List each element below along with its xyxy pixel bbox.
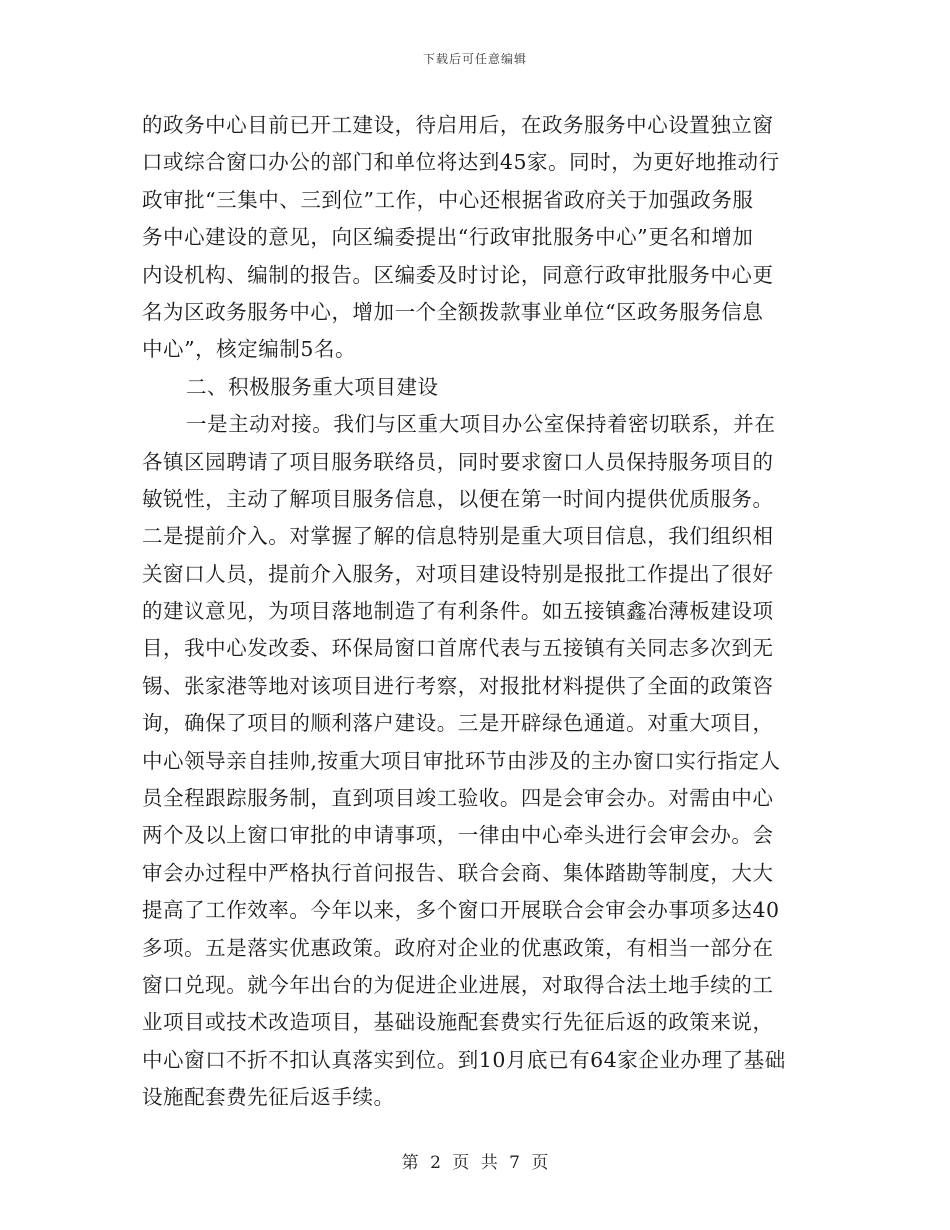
page-number-footer: 第 2 页 共 7 页 xyxy=(401,1153,549,1173)
body-line: 关窗口人员，提前介入服务，对项目建设特别是报批工作提出了很好 xyxy=(142,561,774,586)
body-line: 员全程跟踪服务制，直到项目竣工验收。四是会审会办。对需由中心 xyxy=(142,786,774,811)
body-line: 窗口兑现。就今年出台的为促进企业进展，对取得合法土地手续的工 xyxy=(142,972,774,997)
body-line: 中心窗口不折不扣认真落实到位。到10月底已有64家企业办理了基础 xyxy=(142,1047,786,1072)
page-header: 下载后可任意编辑 xyxy=(422,52,527,66)
body-line: 审会办过程中严格执行首问报告、联合会商、集体踏勘等制度，大大 xyxy=(142,860,774,885)
body-line: 询，确保了项目的顺利落户建设。三是开辟绿色通道。对重大项目， xyxy=(142,711,774,736)
body-line: 政审批“三集中、三到位”工作，中心还根据省政府关于加强政务服 xyxy=(142,187,754,212)
body-line: 目，我中心发改委、环保局窗口首席代表与五接镇有关同志多次到无 xyxy=(142,636,774,661)
body-line: 业项目或技术改造项目，基础设施配套费实行先征后返的政策来说， xyxy=(142,1010,774,1035)
section-heading: 二、积极服务重大项目建设 xyxy=(186,374,439,399)
body-line: 内设机构、编制的报告。区编委及时讨论，同意行政审批服务中心更 xyxy=(142,262,774,287)
body-line: 多项。五是落实优惠政策。政府对企业的优惠政策，有相当一部分在 xyxy=(142,935,774,960)
body-line: 各镇区园聘请了项目服务联络员，同时要求窗口人员保持服务项目的 xyxy=(142,449,774,474)
body-line: 务中心建设的意见，向区编委提出“行政审批服务中心”更名和增加 xyxy=(142,225,754,250)
body-line: 口或综合窗口办公的部门和单位将达到45家。同时，为更好地推动行 xyxy=(142,150,780,175)
body-line: 敏锐性，主动了解项目服务信息，以便在第一时间内提供优质服务。 xyxy=(142,486,774,511)
document-body xyxy=(142,107,810,1117)
body-line: 中心”，核定编制5名。 xyxy=(142,337,357,362)
body-line: 中心领导亲自挂帅,按重大项目审批环节由涉及的主办窗口实行指定人 xyxy=(142,748,781,773)
body-line: 的政务中心目前已开工建设，待启用后，在政务服务中心设置独立窗 xyxy=(142,113,774,137)
body-line: 两个及以上窗口审批的申请事项，一律由中心牵头进行会审会办。会 xyxy=(142,823,774,848)
body-line: 提高了工作效率。今年以来，多个窗口开展联合会审会办事项多达40 xyxy=(142,898,780,923)
body-line: 二是提前介入。对掌握了解的信息特别是重大项目信息，我们组织相 xyxy=(142,524,774,549)
body-line: 名为区政务服务中心，增加一个全额拨款事业单位“区政务服务信息 xyxy=(142,299,764,324)
body-line: 锡、张家港等地对该项目进行考察，对报批材料提供了全面的政策咨 xyxy=(142,673,774,698)
body-line: 的建议意见，为项目落地制造了有利条件。如五接镇鑫冶薄板建设项 xyxy=(142,599,774,624)
paragraph-start-line: 一是主动对接。我们与区重大项目办公室保持着密切联系，并在 xyxy=(186,412,776,437)
body-line: 设施配套费先征后返手续。 xyxy=(142,1085,395,1110)
